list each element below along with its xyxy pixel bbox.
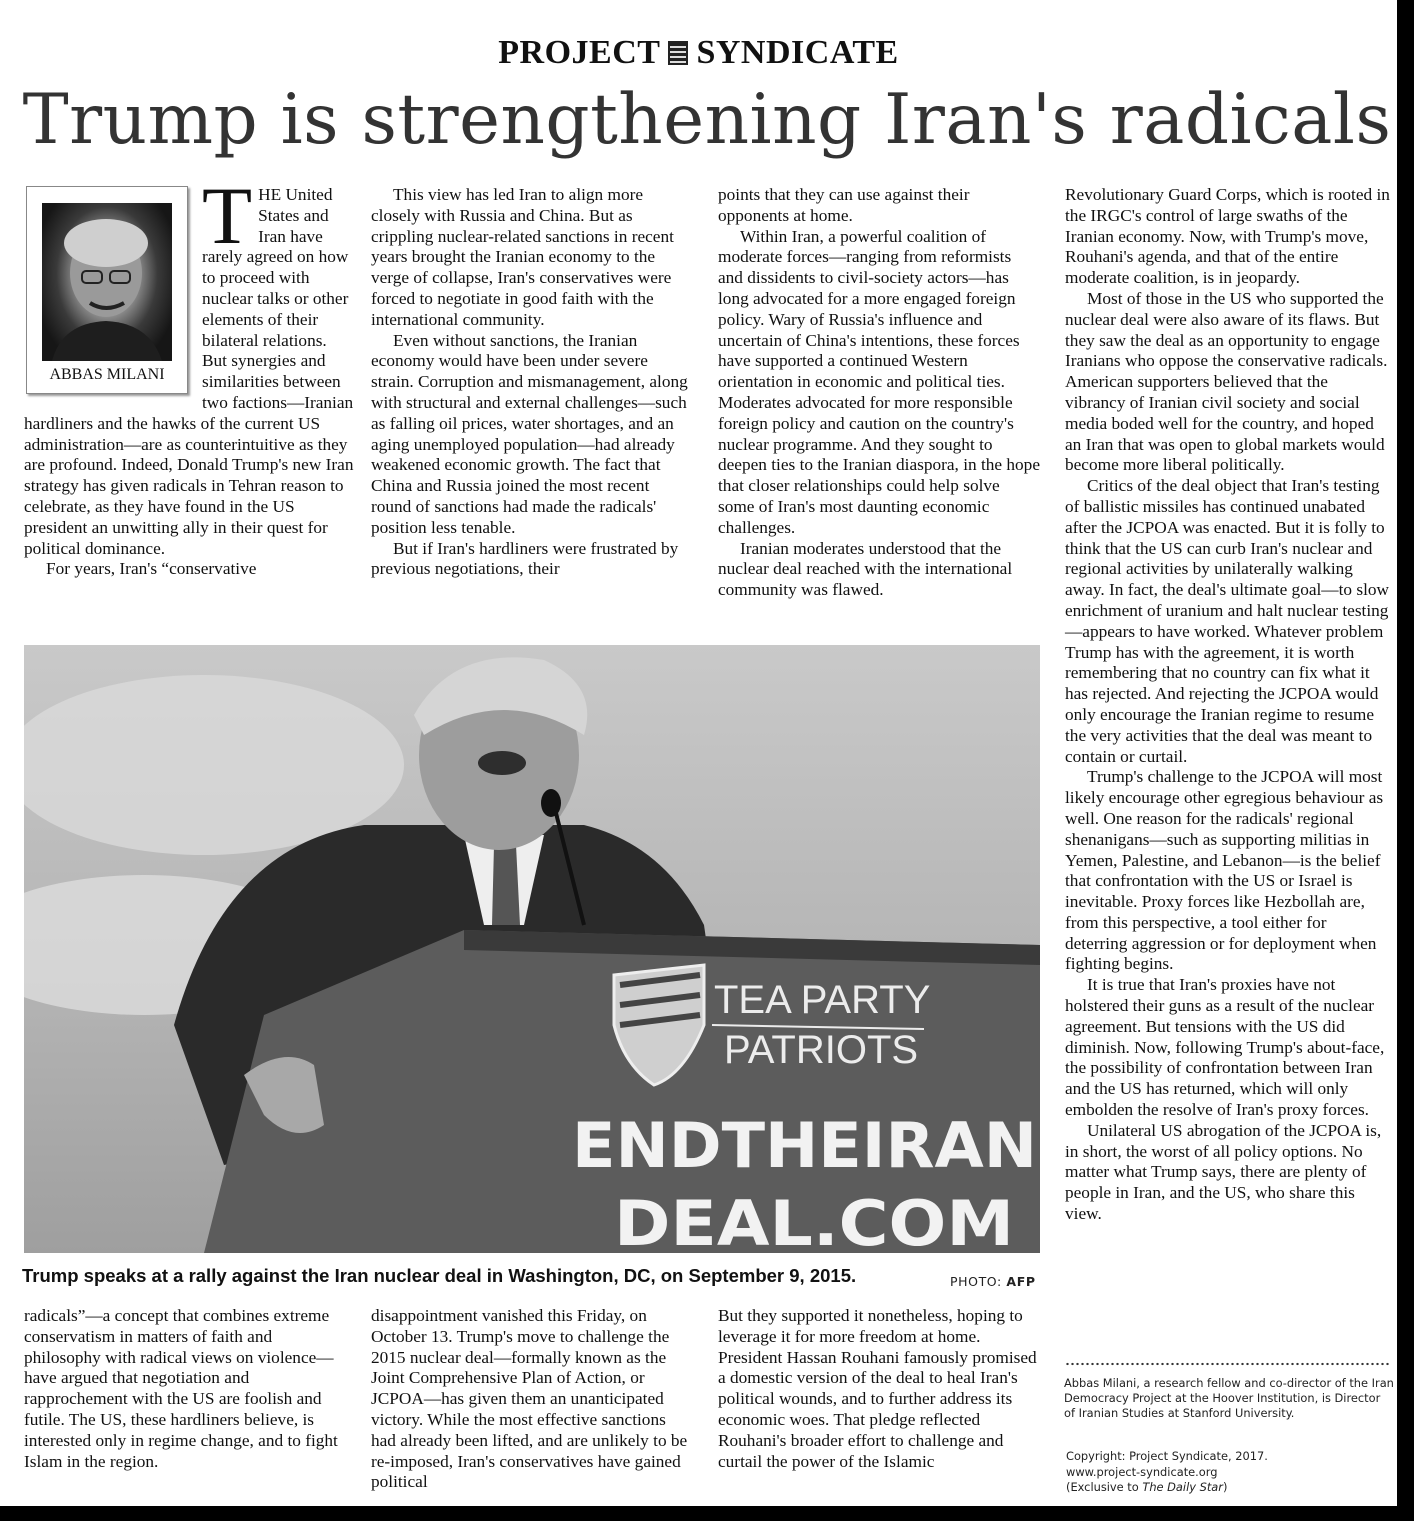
article-paragraph: Trump's challenge to the JCPOA will most likely encourage other egregious behaviour as well. One reason for the radicals' regional shenanigans—such as supporting militias in Yemen, Palestine, and Lebanon—is the belief that confrontation with the US or Israel is inevitable. Proxy forces like Hezbollah are, from this perspective, a tool either for deterring aggression or for deployment when fighting begins.	[1065, 767, 1384, 974]
dotted-separator	[1065, 1362, 1389, 1366]
syndicate-logo-icon	[668, 41, 688, 65]
exclusive-line	[1066, 1480, 1386, 1496]
author-box-spacer	[24, 185, 202, 397]
masthead	[0, 34, 1397, 72]
author-name: ABBAS MILANI	[49, 366, 165, 383]
sign-line-1: TEA PARTY	[714, 978, 931, 1022]
article-paragraph: disappointment vanished this Friday, on October 13. Trump's move to challenge the 2015 nuclear deal—formally known as the Joint Comprehensive Plan of Action, or JCPOA—has given them an unanticipated victory. While the most effective sanctions had already been lifted, and are unlikely to be re-imposed, Iran's conservatives have gained political	[371, 1306, 688, 1492]
sign-line-2: PATRIOTS	[724, 1028, 919, 1072]
headline: Trump is strengthening Iran's radicals	[22, 80, 1392, 160]
credit-source: AFP	[1006, 1274, 1036, 1289]
article-paragraph: Unilateral US abrogation of the JCPOA is, in short, the worst of all policy options. No matter what Trump says, there are plenty of people in Iran, and the US, who share this view.	[1065, 1120, 1382, 1224]
article-paragraph: Iranian moderates understood that the nuclear deal reached with the international community was flawed.	[718, 538, 1013, 600]
article-column-2	[371, 185, 693, 580]
masthead-left: PROJECT	[498, 34, 661, 71]
article-column-1-lower	[24, 1306, 350, 1472]
exclusive-suffix: )	[1222, 1480, 1228, 1494]
article-paragraph: Even without sanctions, the Iranian economy would have been under severe strain. Corruption and mismanagement, along with structural and external challenges—such as falling oil prices, water shortages, and an aging unemployed population—had already weakened economic growth. The fact that China and Russia joined the most recent round of sanctions had made the radicals' position less tenable.	[371, 330, 688, 537]
article-paragraph-2: For years, Iran's “conservative	[46, 559, 257, 579]
article-paragraph: Within Iran, a powerful coalition of moderate forces—ranging from reformists and dissidents to civil-society actors—has long advocated for a more engaged foreign policy. Wary of Russia's influence and uncertain of China's intentions, these forces have supported a continued Western orientation in economic and political ties. Moderates advocated for more responsible foreign policy and caution on the country's nuclear programme. And they sought to deepen ties to the Iranian diaspora, in the hope that closer relationships could help solve some of Iran's most daunting economic challenges.	[718, 226, 1040, 537]
author-bio: Abbas Milani, a research fellow and co-director of the Iran Democracy Project at the Hoover Institution, is Director of Iranian Studies at Stanford University.	[1064, 1376, 1394, 1420]
article-paragraph: This view has led Iran to align more closely with Russia and China. But as crippling nuclear-related sanctions in recent years brought the Iranian economy to the verge of collapse, Iran's conservatives were forced to negotiate in good faith with the international community.	[371, 185, 674, 329]
article-paragraph: But if Iran's hardliners were frustrated by previous negotiations, their	[371, 538, 679, 579]
drop-cap: T	[202, 170, 253, 261]
masthead-right: SYNDICATE	[696, 34, 899, 71]
article-paragraph: But they supported it nonetheless, hoping to leverage it for more freedom at home. President Hassan Rouhani famously promised a domestic version of the deal to heal Iran's political wounds, and to further address its economic woes. That pledge reflected Rouhani's broader effort to challenge and curtail the power of the Islamic	[718, 1306, 1037, 1471]
copyright-line: Copyright: Project Syndicate, 2017.	[1066, 1449, 1268, 1463]
article-column-1-text	[24, 170, 354, 580]
article-photo	[24, 645, 1040, 1253]
rally-photo-illustration	[24, 645, 1040, 1253]
article-paragraph: points that they can use against their opponents at home.	[718, 185, 970, 225]
exclusive-prefix: (Exclusive to	[1066, 1480, 1143, 1494]
article-column-3	[718, 185, 1040, 601]
article-column-3-lower	[718, 1306, 1040, 1472]
article-paragraph: Most of those in the US who supported the nuclear deal were also aware of its flaws. But they saw the deal as an opportunity to engage Iranians who oppose the conservative radicals. American supporters believed that the vibrancy of Iranian civil society and social media boded well for the country, and hoped an Iran that was open to global markets would become more liberal politically.	[1065, 288, 1388, 475]
copyright-notice	[1066, 1449, 1386, 1496]
photo-credit	[950, 1274, 1036, 1289]
sign-line-4: DEAL.COM	[614, 1187, 1014, 1253]
article-paragraph: It is true that Iran's proxies have not holstered their guns as a result of the nuclear agreement. But tensions with the US did diminish. Now, following Trump's about-face, the possibility of confrontation between Iran and the US has returned, which will only embolden the resolve of Iran's proxy forces.	[1065, 975, 1385, 1120]
article-paragraph: Revolutionary Guard Corps, which is rooted in the IRGC's control of large swaths of the Iranian economy. Now, with Trump's move, Rouhani's agenda, and that of the entire moderate coalition, is in jeopardy.	[1065, 185, 1390, 288]
article-paragraph: Critics of the deal object that Iran's testing of ballistic missiles has continued unabated after the JCPOA was enacted. But it is folly to think that the US can curb Iran's nuclear and regional activities by unilaterally walking away. In fact, the deal's ultimate goal—to slow enrichment of uranium and halt nuclear testing—appears to have worked. Whatever problem Trump has with the agreement, it is worth remembering that no country can fix what it has rejected. And rejecting the JCPOA would only encourage the Iranian regime to resume the very activities that the deal was meant to contain or curtail.	[1065, 476, 1389, 766]
publication-name: The Daily Star	[1142, 1480, 1223, 1494]
credit-label: PHOTO:	[950, 1274, 1007, 1289]
website-line: www.project-syndicate.org	[1066, 1464, 1218, 1479]
paragraph-text: HE United States and Iran have rarely agreed on how to proceed with nuclear talks or other elements of their bilateral relations. But synergies and similarities between two factions—Iranian hardliners and the hawks of the current US administration—are as counterintuitive as they are profound. Indeed, Donald Trump's new Iran strategy has given radicals in Tehran reason to celebrate, as they have found in the US president an unwitting ally in their quest for political dominance.	[24, 185, 354, 558]
photo-caption: Trump speaks at a rally against the Iran nuclear deal in Washington, DC, on September 9, 2015.	[22, 1265, 857, 1286]
sign-line-3: ENDTHEIRAN	[572, 1109, 1037, 1182]
article-column-2-lower	[371, 1306, 693, 1493]
article-column-4	[1065, 185, 1391, 1225]
article-paragraph: radicals”—a concept that combines extreme conservatism in matters of faith and philosophy with radical views on violence—have argued that negotiation and rapprochement with the US are foolish and futile. The US, these hardliners believe, is interested only in regime change, and to fight Islam in the region.	[24, 1306, 338, 1471]
